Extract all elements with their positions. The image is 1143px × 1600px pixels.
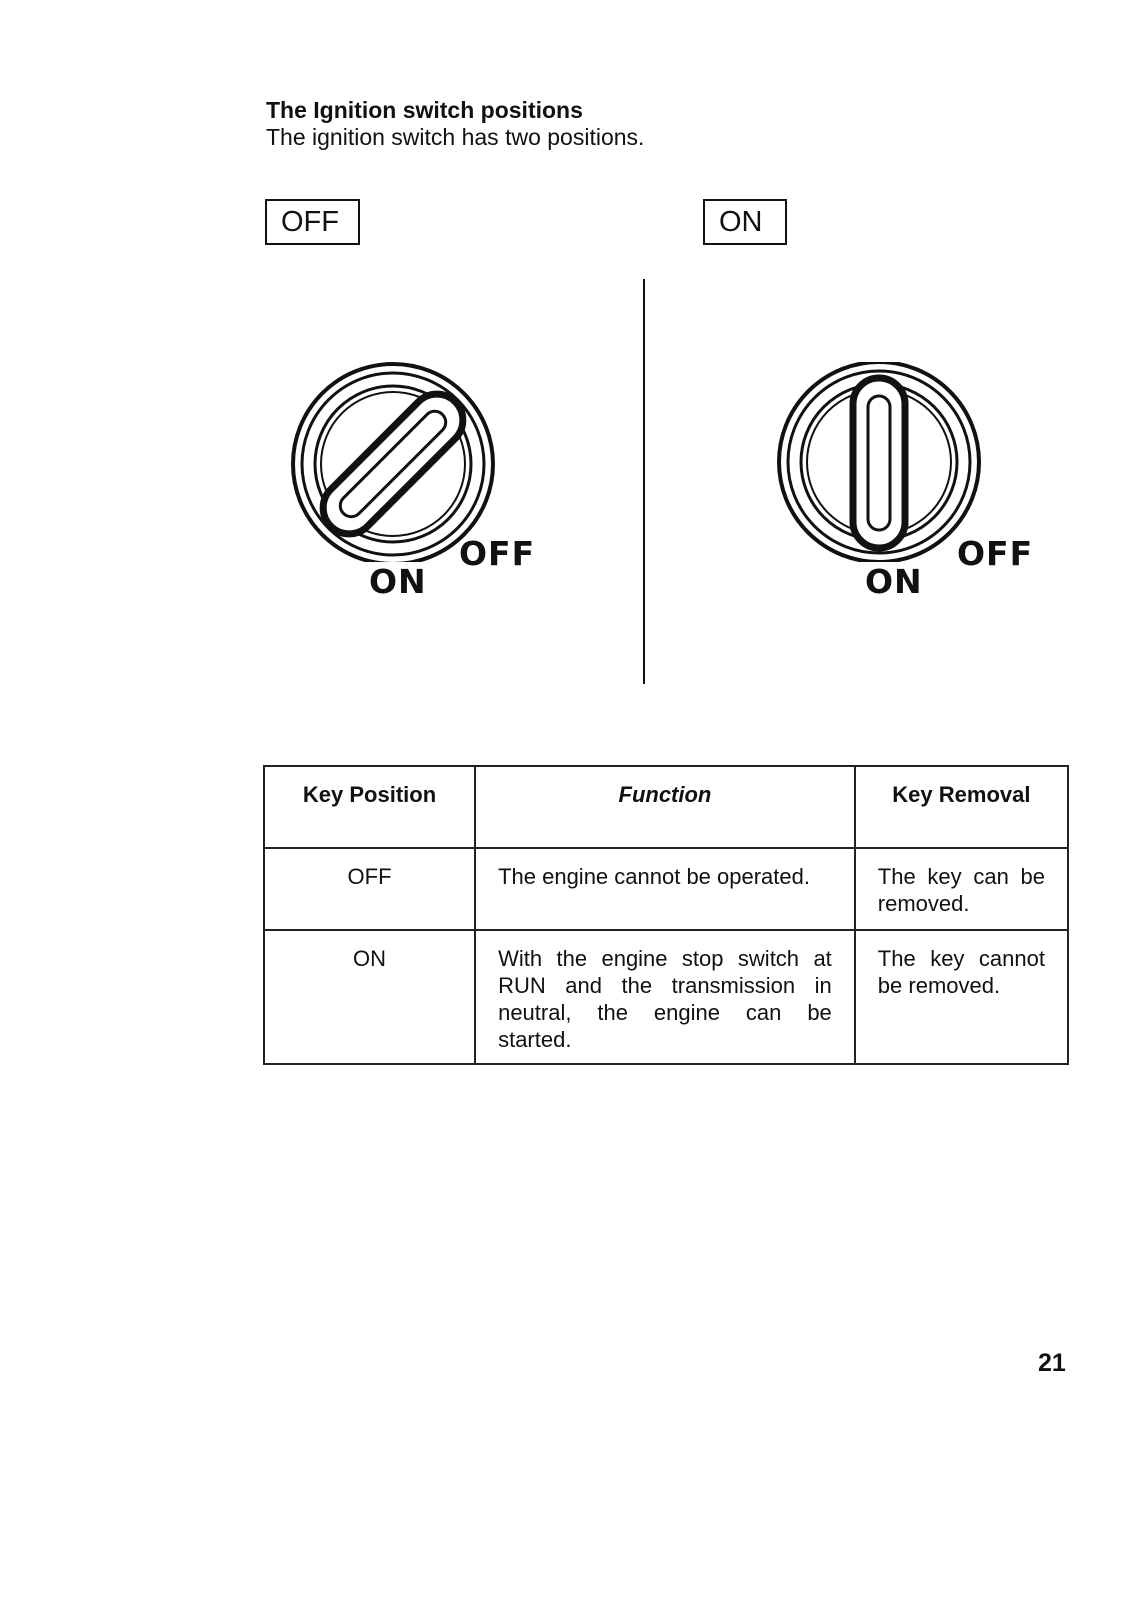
table-row	[264, 848, 1068, 930]
row-on-removal: The key cannot be removed.	[855, 930, 1068, 1064]
table-header-row	[264, 766, 1068, 848]
row-on-function: With the engine stop switch at RUN and the transmission in neutral, the engine can be started.	[475, 930, 855, 1064]
on-position-label: ON	[703, 199, 787, 245]
page-number: 21	[1038, 1349, 1066, 1377]
ignition-switch-on-figure	[773, 362, 1073, 622]
ignition-switch-on-icon	[773, 362, 1073, 562]
header-key-position: Key Position	[264, 766, 475, 848]
section-heading: The Ignition switch positions	[266, 97, 583, 123]
header-function: Function	[475, 766, 855, 848]
switch-off-label: OFF	[957, 534, 1034, 573]
row-off-removal: The key can be removed.	[855, 848, 1068, 930]
table-row	[264, 930, 1068, 1064]
switch-on-label: ON	[369, 562, 427, 601]
row-on-position: ON	[264, 930, 475, 1064]
ignition-switch-off-icon	[289, 362, 589, 562]
off-position-label: OFF	[265, 199, 360, 245]
row-off-function: The engine cannot be operated.	[475, 848, 855, 930]
ignition-switch-off-figure	[289, 362, 589, 622]
figure-divider	[643, 279, 645, 684]
switch-off-label: OFF	[459, 534, 536, 573]
header-key-removal: Key Removal	[855, 766, 1068, 848]
key-position-table	[263, 765, 1069, 1065]
section-intro: The ignition switch has two positions.	[266, 124, 645, 150]
row-off-position: OFF	[264, 848, 475, 930]
switch-on-label: ON	[865, 562, 923, 601]
